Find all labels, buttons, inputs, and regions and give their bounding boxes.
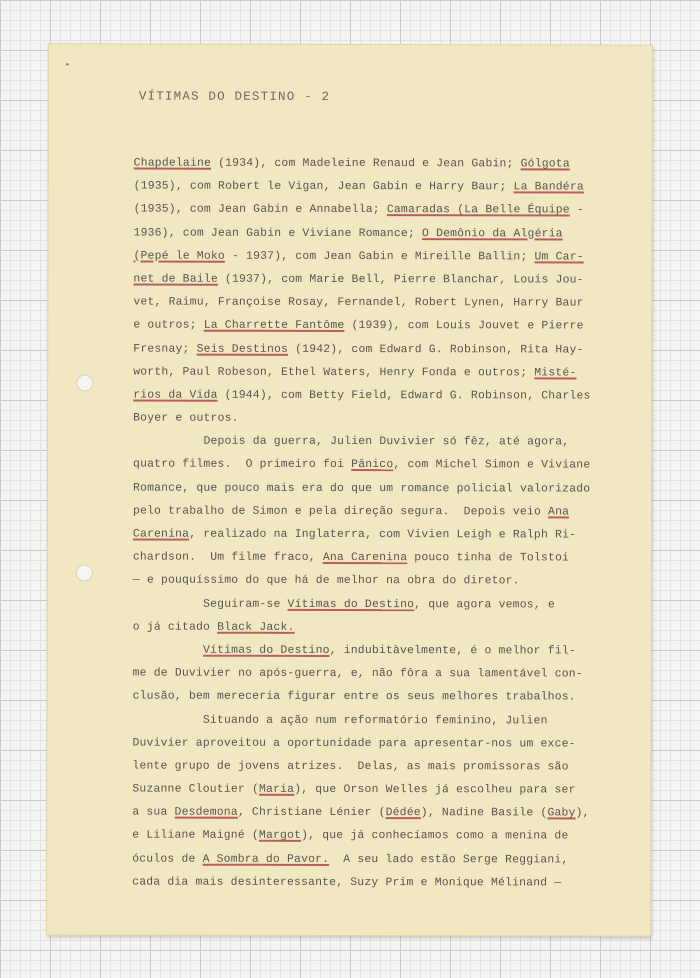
underlined-title: Margot: [258, 830, 302, 843]
text-segment: ), que já conhecíamos como a menina de: [301, 830, 569, 843]
underlined-title: Maria: [258, 783, 295, 796]
text-segment: Duvivier aproveitou a oportunidade para apresentar-nos um exce-: [132, 737, 576, 751]
underlined-title: Chapdelaine: [133, 157, 212, 170]
text-segment: , Christiane Lénier (: [237, 807, 386, 820]
underlined-title: La Bandéra: [513, 181, 584, 194]
underlined-title: Dédée: [385, 807, 421, 820]
text-segment: óculos de: [132, 853, 203, 866]
text-line: [133, 524, 633, 548]
text-line: [132, 709, 632, 733]
text-segment: (1935), com Robert le Vigan, Jean Gabin e Harry Baur;: [133, 180, 514, 194]
underlined-title: Pânico: [351, 459, 394, 472]
text-line: [132, 779, 632, 803]
underlined-title: Gaby: [547, 807, 576, 820]
text-line: [133, 616, 633, 640]
text-segment: , que agora vemos, e: [414, 598, 555, 611]
text-line: [132, 848, 632, 872]
text-segment: Romance, que pouco mais era do que um romance policial valorizado: [132, 482, 591, 496]
text-line: [133, 454, 633, 478]
underlined-title: Ana: [548, 506, 570, 519]
text-segment: — e pouquíssimo do que há de melhor na obra do diretor.: [132, 574, 520, 588]
underlined-title: Desdemona: [174, 806, 238, 820]
underlined-title: (Pepé le Moko: [133, 250, 225, 263]
text-line: [133, 570, 633, 594]
text-segment: (1944), com Betty Field, Edward G. Robinson, Charles: [217, 389, 591, 403]
underlined-title: Misté-: [534, 367, 577, 380]
text-segment: (1934), com Madeleine Renaud e Jean Gabin;: [211, 157, 521, 171]
text-line: [133, 384, 633, 408]
text-line: [133, 292, 633, 316]
text-segment: Suzanne Cloutier (: [132, 783, 260, 796]
underlined-title: Gólgota: [520, 158, 570, 171]
body-text: [132, 153, 634, 896]
text-line: [133, 593, 633, 617]
text-line: [132, 755, 632, 779]
text-segment: , indubitàvelmente, é o melhor fil-: [329, 644, 576, 658]
text-line: [132, 871, 632, 895]
text-segment: A seu lado estão Serge Reggiani,: [329, 853, 569, 867]
text-segment: Seguiram-se: [132, 598, 288, 611]
underlined-title: Carenina: [132, 528, 190, 541]
text-segment: quatro filmes. O primeiro foi: [133, 458, 352, 472]
text-line: [134, 222, 634, 246]
text-segment: vet, Raimu, Françoise Rosay, Fernandel, Robert Lynen, Harry Baur: [133, 296, 584, 310]
text-line: [132, 802, 632, 826]
text-segment: worth, Paul Robeson, Ethel Waters, Henry Fonda e outros;: [133, 366, 535, 380]
text-line: [133, 547, 633, 571]
text-line: [133, 315, 633, 339]
pencil-mark: [66, 63, 69, 65]
page-header: VÍTIMAS DO DESTINO - 2: [138, 89, 331, 104]
punch-hole: [76, 564, 93, 581]
text-line: [133, 408, 633, 432]
text-segment: , realizado na Inglaterra, com Vivien Leigh e Ralph Ri-: [189, 528, 577, 542]
text-segment: -: [569, 204, 584, 217]
underlined-title: La Charrette Fantôme: [203, 320, 345, 333]
text-segment: (1942), com Edward G. Robinson, Rita Hay-: [288, 343, 584, 356]
text-segment: 1936), com Jean Gabin e Viviane Romance;: [133, 227, 423, 240]
text-segment: (1937), com Marie Bell, Pierre Blanchar, Louis Jou-: [217, 273, 584, 287]
text-segment: Fresnay;: [133, 343, 197, 356]
text-segment: e Liliane Maigné (: [132, 829, 259, 843]
text-segment: (1939), com Louis Jouvet e Pierre: [344, 320, 584, 333]
text-segment: pouco tinha de Tolstoi: [407, 552, 570, 565]
text-segment: (1935), com Jean Gabin e Annabella;: [133, 203, 387, 217]
text-segment: ),: [575, 807, 590, 820]
text-line: [133, 477, 633, 501]
text-segment: cada dia mais desinteressante, Suzy Prim e Monique Mélinand —: [132, 876, 562, 890]
text-segment: clusão, bem mereceria figurar entre os seus melhores trabalhos.: [132, 690, 576, 704]
text-line: [133, 268, 633, 292]
text-line: [132, 825, 632, 849]
text-line: [133, 361, 633, 385]
underlined-title: A Sombra do Pavor.: [202, 853, 330, 866]
text-segment: [133, 644, 203, 656]
text-line: [133, 663, 633, 687]
text-segment: ), que Orson Welles já escolheu para ser: [294, 783, 576, 797]
text-segment: - 1937), com Jean Gabin e Mireille Ballin;: [224, 250, 535, 264]
text-line: [134, 199, 634, 223]
punch-hole: [76, 374, 93, 391]
text-segment: e outros;: [133, 319, 204, 333]
text-segment: me de Duvivier no após-guerra, e, não fôra a sua lamentável con-: [132, 667, 583, 681]
text-segment: pelo trabalho de Simon e pela direção segura. Depois veio: [132, 505, 549, 519]
underlined-title: Seis Destinos: [196, 343, 289, 356]
underlined-title: rios da Vida: [133, 389, 218, 402]
text-segment: lente grupo de jovens atrizes. Delas, as mais promissoras são: [132, 760, 569, 774]
text-line: [134, 176, 634, 200]
text-line: [133, 500, 633, 524]
text-line: [133, 245, 633, 269]
underlined-title: Um Car-: [534, 251, 584, 264]
text-line: [132, 732, 632, 756]
text-segment: ), Nadine Basile (: [420, 807, 548, 820]
text-line: [133, 639, 633, 663]
underlined-title: Vítimas do Destino: [287, 598, 415, 611]
text-line: [133, 338, 633, 362]
text-segment: Depois da guerra, Julien Duvivier só fêz, até agora,: [133, 435, 570, 449]
text-segment: o já citado: [132, 621, 218, 634]
underlined-title: Ana Carenina: [322, 552, 408, 565]
underlined-title: O Demônio da Algéria: [421, 227, 563, 241]
text-segment: Boyer e outros.: [133, 412, 239, 425]
text-segment: a sua: [132, 806, 175, 819]
underlined-title: net de Baile: [133, 273, 218, 286]
underlined-title: Camaradas (La Belle Équipe: [386, 204, 570, 217]
text-segment: chardson. Um filme fraco,: [132, 551, 323, 565]
typewritten-page: [46, 43, 653, 936]
underlined-title: Vítimas do Destino: [203, 644, 330, 657]
text-line: [134, 153, 634, 177]
text-line: [133, 431, 633, 455]
text-segment: Situando a ação num reformatório feminino, Julien: [132, 714, 548, 727]
text-segment: , com Michel Simon e Viviane: [393, 459, 591, 472]
underlined-title: Black Jack.: [217, 621, 295, 634]
text-line: [133, 686, 633, 710]
